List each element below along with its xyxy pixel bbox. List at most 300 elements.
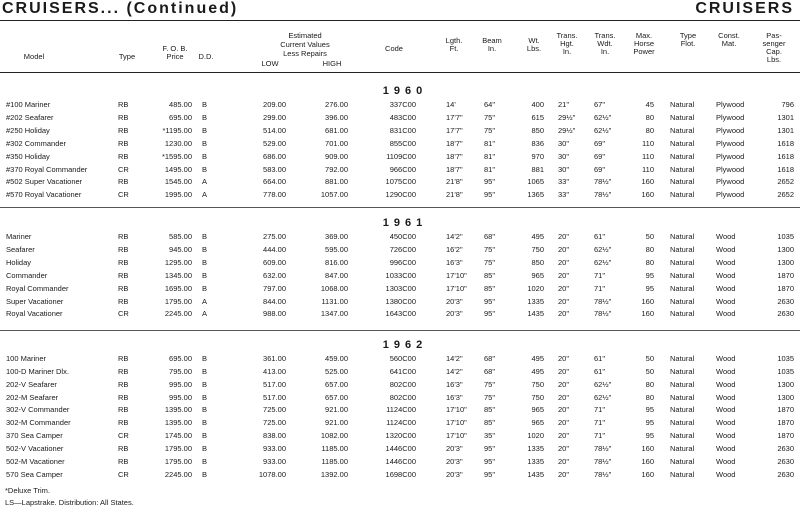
cell-model: Super Vacationer [6,296,64,306]
cell-flotation: Natural [670,164,695,174]
cell-length: 20'3" [446,443,463,453]
cell-trans-height: 20" [558,443,570,453]
header-trans-hgt-2: Hgt. [560,39,574,48]
cell-value-low: 609.00 [263,257,286,267]
cell-horse-power: 50 [645,366,654,376]
cell-horse-power: 160 [641,469,654,479]
header-type: Type [118,52,136,61]
cell-weight: 965 [531,405,544,415]
table-row [0,443,800,454]
cell-horse-power: 95 [645,405,654,415]
cell-value-low: 1078.00 [258,469,286,479]
cell-weight: 970 [531,151,544,161]
cell-construction: Wood [716,405,736,415]
cell-dd: B [202,379,208,389]
footnote: *Deluxe Trim. [5,486,51,495]
header-flot-1: Type [679,31,697,40]
cell-horse-power: 80 [645,125,654,135]
cell-value-high: 792.00 [325,164,348,174]
cell-length: 16'3" [446,379,463,389]
header-low: LOW [261,59,279,68]
cell-construction: Wood [716,431,736,441]
cell-horse-power: 50 [645,354,654,363]
cell-fob-price: 695.00 [169,112,192,122]
cell-dd: B [202,354,208,363]
cell-model: Mariner [6,232,32,241]
cell-weight: 1065 [527,177,544,187]
cell-code: 450C00 [389,232,416,241]
cell-fob-price: 1795.00 [164,296,192,306]
cell-code: 1124C00 [386,418,416,428]
cell-horse-power: 160 [641,190,654,200]
cell-length: 18'7" [446,138,463,148]
header-high: HIGH [322,59,342,68]
cell-code: 1643C00 [385,309,416,319]
cell-fob-price: *1195.00 [162,125,192,135]
table-row [0,456,800,467]
cell-trans-width: 71" [594,405,606,415]
running-title: CRUISERS [695,0,794,17]
cell-model: #370 Royal Commander [6,164,88,174]
cell-horse-power: 95 [645,431,654,441]
cell-dd: B [202,244,208,254]
cell-weight: 495 [531,232,544,241]
cell-type: RB [118,366,129,376]
cell-type: CR [118,164,129,174]
cell-code: 831C00 [389,125,416,135]
cell-type: RB [118,405,129,415]
cell-beam: 81" [484,151,496,161]
cell-trans-width: 61" [594,232,606,241]
cell-code: 483C00 [389,112,416,122]
section-rule [0,330,800,331]
cell-fob-price: 1495.00 [164,164,192,174]
header-trans-hgt-3: In. [562,47,572,56]
cell-value-high: 1131.00 [321,296,348,306]
cell-weight: 850 [531,257,544,267]
cell-model: Royal Vacationer [6,309,63,319]
cell-value-high: 1185.00 [321,456,348,466]
header-values-2: Current Values [280,40,330,49]
cell-dd: B [202,405,208,415]
cell-trans-height: 33" [558,190,570,200]
cell-beam: 75" [484,392,496,402]
cell-construction: Wood [716,354,736,363]
header-lgth-1: Lgth. [445,36,463,45]
cell-type: RB [118,443,129,453]
cell-code: 641C00 [389,366,416,376]
cell-capacity: 1035 [777,354,794,363]
cell-fob-price: 1395.00 [164,418,192,428]
cell-type: RB [118,138,129,148]
cell-fob-price: 695.00 [169,354,192,363]
cell-trans-width: 69" [594,151,606,161]
cell-capacity: 1870 [777,431,794,441]
cell-flotation: Natural [670,232,695,241]
cell-code: 802C00 [389,392,416,402]
cell-trans-width: 78½" [594,443,612,453]
cell-type: RB [118,456,129,466]
cell-dd: B [202,112,208,122]
cell-weight: 1020 [527,283,544,293]
cell-trans-width: 62½" [594,125,612,135]
cell-capacity: 1870 [777,270,794,280]
cell-horse-power: 160 [641,177,654,187]
table-row [0,244,800,255]
cell-weight: 1435 [527,469,544,479]
cell-length: 16'3" [446,392,463,402]
cell-flotation: Natural [670,296,695,306]
table-row [0,430,800,441]
table-row [0,417,800,428]
cell-construction: Wood [716,309,736,319]
cell-code: 1109C00 [386,151,416,161]
cell-dd: A [202,309,208,319]
cell-dd: B [202,125,208,135]
cell-flotation: Natural [670,151,695,161]
cell-model: 502-V Vacationer [6,443,64,453]
header-lgth-2: Ft. [449,44,459,53]
cell-weight: 495 [531,354,544,363]
header-hp-2: Horse [633,39,654,48]
cell-model: Holiday [6,257,32,267]
cell-value-high: 847.00 [325,270,348,280]
cell-value-high: 816.00 [325,257,348,267]
cell-code: 726C00 [389,244,416,254]
cell-capacity: 1300 [777,379,794,389]
cell-beam: 95" [484,177,496,187]
cell-beam: 95" [484,296,496,306]
cell-trans-width: 62½" [594,379,612,389]
cell-construction: Wood [716,257,736,267]
cell-construction: Plywood [716,177,745,187]
cell-value-low: 725.00 [263,418,286,428]
cell-type: RB [118,232,129,241]
cell-model: 100 Mariner [6,354,47,363]
cell-code: 337C00 [389,100,416,109]
cell-model: #100 Mariner [6,100,51,109]
cell-model: Royal Commander [6,283,69,293]
cell-capacity: 2652 [777,190,794,200]
cell-code: 802C00 [389,379,416,389]
cell-flotation: Natural [670,418,695,428]
cell-value-low: 725.00 [263,405,286,415]
table-row [0,296,800,307]
cell-trans-width: 67" [594,100,606,109]
cell-length: 20'3" [446,296,463,306]
cell-trans-height: 20" [558,232,570,241]
cell-value-high: 595.00 [325,244,348,254]
header-dd: D.D. [198,52,214,61]
cell-beam: 75" [484,257,496,267]
cell-horse-power: 80 [645,112,654,122]
cell-fob-price: 795.00 [169,366,192,376]
cell-trans-width: 71" [594,431,606,441]
cell-construction: Wood [716,296,736,306]
cell-flotation: Natural [670,456,695,466]
cell-beam: 68" [484,366,496,376]
header-model: Model [23,52,45,61]
cell-trans-height: 20" [558,257,570,267]
cell-horse-power: 80 [645,244,654,254]
cell-code: 1303C00 [385,283,416,293]
cell-trans-width: 78½" [594,309,612,319]
cell-value-high: 525.00 [325,366,348,376]
cell-type: CR [118,309,129,319]
cell-trans-width: 61" [594,366,606,376]
cell-trans-width: 78½" [594,190,612,200]
cell-fob-price: 2245.00 [164,469,192,479]
cell-model: 570 Sea Camper [6,469,63,479]
cell-dd: A [202,296,208,306]
header-wt-2: Lbs. [526,44,542,53]
cell-length: 16'2" [446,244,463,254]
cell-weight: 1435 [527,309,544,319]
cell-trans-height: 30" [558,138,570,148]
cell-length: 20'3" [446,309,463,319]
cell-beam: 75" [484,244,496,254]
cell-dd: B [202,100,208,109]
cell-length: 18'7" [446,151,463,161]
cell-construction: Wood [716,232,736,241]
cell-beam: 75" [484,112,496,122]
cell-value-high: 657.00 [325,392,348,402]
cell-trans-height: 20" [558,354,570,363]
cell-flotation: Natural [670,257,695,267]
cell-length: 14'2" [446,232,463,241]
cell-fob-price: 1995.00 [164,190,192,200]
cell-fob-price: 485.00 [169,100,192,109]
cell-length: 16'3" [446,257,463,267]
cell-trans-width: 62½" [594,392,612,402]
cell-trans-height: 20" [558,405,570,415]
cell-capacity: 1035 [777,232,794,241]
cell-trans-width: 71" [594,283,606,293]
cell-flotation: Natural [670,405,695,415]
cell-flotation: Natural [670,392,695,402]
cell-value-high: 1082.00 [320,431,348,441]
top-rule [0,20,800,21]
cell-value-low: 583.00 [263,164,286,174]
cell-weight: 750 [531,392,544,402]
cell-dd: B [202,138,208,148]
cell-model: 202-V Seafarer [6,379,57,389]
cell-length: 20'3" [446,456,463,466]
header-flot-2: Flot. [680,39,696,48]
table-row [0,353,800,364]
header-beam-1: Beam [482,36,502,45]
cell-model: 302-V Commander [6,405,70,415]
cell-value-high: 1068.00 [320,283,348,293]
cell-trans-height: 20" [558,456,570,466]
cell-fob-price: 945.00 [169,244,192,254]
cell-trans-width: 62½" [594,244,612,254]
cell-trans-width: 78½" [594,296,612,306]
cell-horse-power: 95 [645,283,654,293]
table-row [0,112,800,123]
cell-length: 21'8" [446,177,463,187]
cell-horse-power: 50 [645,232,654,241]
cell-beam: 85" [484,405,496,415]
cell-fob-price: 1695.00 [164,283,192,293]
cell-value-high: 1185.00 [321,443,348,453]
cell-construction: Wood [716,244,736,254]
cell-fob-price: 995.00 [169,392,192,402]
cell-construction: Wood [716,379,736,389]
cell-trans-height: 20" [558,366,570,376]
cell-fob-price: 2245.00 [164,309,192,319]
header-values-3: Less Repairs [283,49,327,58]
cell-code: 855C00 [389,138,416,148]
table-row [0,366,800,377]
cell-capacity: 1870 [777,283,794,293]
cell-beam: 95" [484,469,496,479]
cell-flotation: Natural [670,125,695,135]
cell-trans-height: 20" [558,379,570,389]
cell-construction: Plywood [716,151,745,161]
cell-weight: 965 [531,270,544,280]
cell-length: 17'10" [446,418,467,428]
cell-value-high: 921.00 [325,418,348,428]
cell-capacity: 1300 [777,392,794,402]
cell-capacity: 2630 [777,456,794,466]
cell-dd: B [202,232,208,241]
header-hp-3: Power [633,47,655,56]
cell-fob-price: 1395.00 [164,405,192,415]
cell-dd: B [202,456,208,466]
cell-construction: Plywood [716,112,745,122]
cell-type: RB [118,100,129,109]
cell-capacity: 1870 [777,405,794,415]
cell-trans-width: 78½" [594,456,612,466]
cell-construction: Wood [716,283,736,293]
cell-trans-width: 62½" [594,112,612,122]
cell-dd: B [202,257,208,267]
cell-weight: 1335 [527,296,544,306]
cell-weight: 881 [531,164,544,174]
cell-length: 14'2" [446,366,463,376]
cell-weight: 1335 [527,456,544,466]
header-trans-wdt-2: Wdt. [597,39,613,48]
cell-trans-width: 78½" [594,177,612,187]
cell-model: 502-M Vacationer [6,456,65,466]
cell-fob-price: 995.00 [169,379,192,389]
footnote: LS—Lapstrake. Distribution: All States. [5,498,134,507]
cell-type: RB [118,354,129,363]
cell-flotation: Natural [670,354,695,363]
cell-model: 302-M Commander [6,418,71,428]
cell-dd: B [202,270,208,280]
table-row [0,231,800,242]
cell-length: 14' [446,100,456,109]
cell-trans-height: 20" [558,244,570,254]
cell-value-low: 299.00 [263,112,286,122]
cell-beam: 68" [484,232,496,241]
cell-value-low: 632.00 [263,270,286,280]
cell-flotation: Natural [670,177,695,187]
cell-trans-height: 33" [558,177,570,187]
cell-weight: 1365 [527,190,544,200]
cell-trans-height: 29½" [558,125,576,135]
cell-type: RB [118,151,129,161]
cell-weight: 495 [531,366,544,376]
cell-fob-price: 1545.00 [164,177,192,187]
cell-model: #570 Royal Vacationer [6,190,82,200]
cell-type: CR [118,431,129,441]
table-row [0,125,800,136]
table-row [0,151,800,162]
cell-length: 17'10" [446,283,467,293]
cell-horse-power: 160 [641,443,654,453]
cell-code: 966C00 [389,164,416,174]
cell-construction: Wood [716,366,736,376]
cell-capacity: 1300 [777,244,794,254]
header-hp-1: Max. [635,31,653,40]
cell-weight: 400 [531,100,544,109]
cell-beam: 64" [484,100,496,109]
cell-value-high: 276.00 [325,100,348,109]
cell-beam: 95" [484,443,496,453]
cell-construction: Wood [716,443,736,453]
cell-type: RB [118,283,129,293]
header-trans-wdt-3: In. [600,47,610,56]
header-cap-1: Pas- [766,31,782,40]
year-heading: 1960 [382,85,428,97]
cell-capacity: 1618 [777,151,794,161]
cell-trans-height: 20" [558,309,570,319]
cell-value-low: 778.00 [263,190,286,200]
cell-fob-price: *1595.00 [161,151,192,161]
cell-horse-power: 160 [641,296,654,306]
cell-type: RB [118,270,129,280]
cell-flotation: Natural [670,443,695,453]
cell-value-high: 921.00 [325,405,348,415]
cell-horse-power: 160 [641,309,654,319]
cell-value-low: 517.00 [263,392,286,402]
cell-horse-power: 160 [641,456,654,466]
cell-trans-width: 78½" [594,469,612,479]
table-row [0,469,800,480]
cell-horse-power: 95 [645,418,654,428]
cell-construction: Plywood [716,164,745,174]
cell-value-low: 413.00 [263,366,286,376]
page-title: CRUISERS... (Continued) [2,0,239,17]
cell-horse-power: 95 [645,270,654,280]
cell-value-low: 444.00 [263,244,286,254]
cell-flotation: Natural [670,270,695,280]
cell-fob-price: 1230.00 [164,138,192,148]
cell-capacity: 2630 [777,443,794,453]
table-row [0,270,800,281]
cell-trans-width: 71" [594,418,606,428]
cell-length: 17'10" [446,270,467,280]
cell-weight: 1020 [527,431,544,441]
cell-capacity: 1301 [777,112,794,122]
cell-flotation: Natural [670,100,695,109]
cell-value-high: 369.00 [325,232,348,241]
cell-dd: B [202,469,208,479]
cell-weight: 750 [531,379,544,389]
cell-value-high: 1392.00 [320,469,348,479]
cell-weight: 965 [531,418,544,428]
cell-trans-height: 20" [558,392,570,402]
cell-beam: 68" [484,354,496,363]
header-cap-3: Cap. [766,47,782,56]
cell-capacity: 2630 [777,309,794,319]
cell-length: 14'2" [446,354,463,363]
cell-construction: Plywood [716,190,745,200]
cell-dd: B [202,366,208,376]
